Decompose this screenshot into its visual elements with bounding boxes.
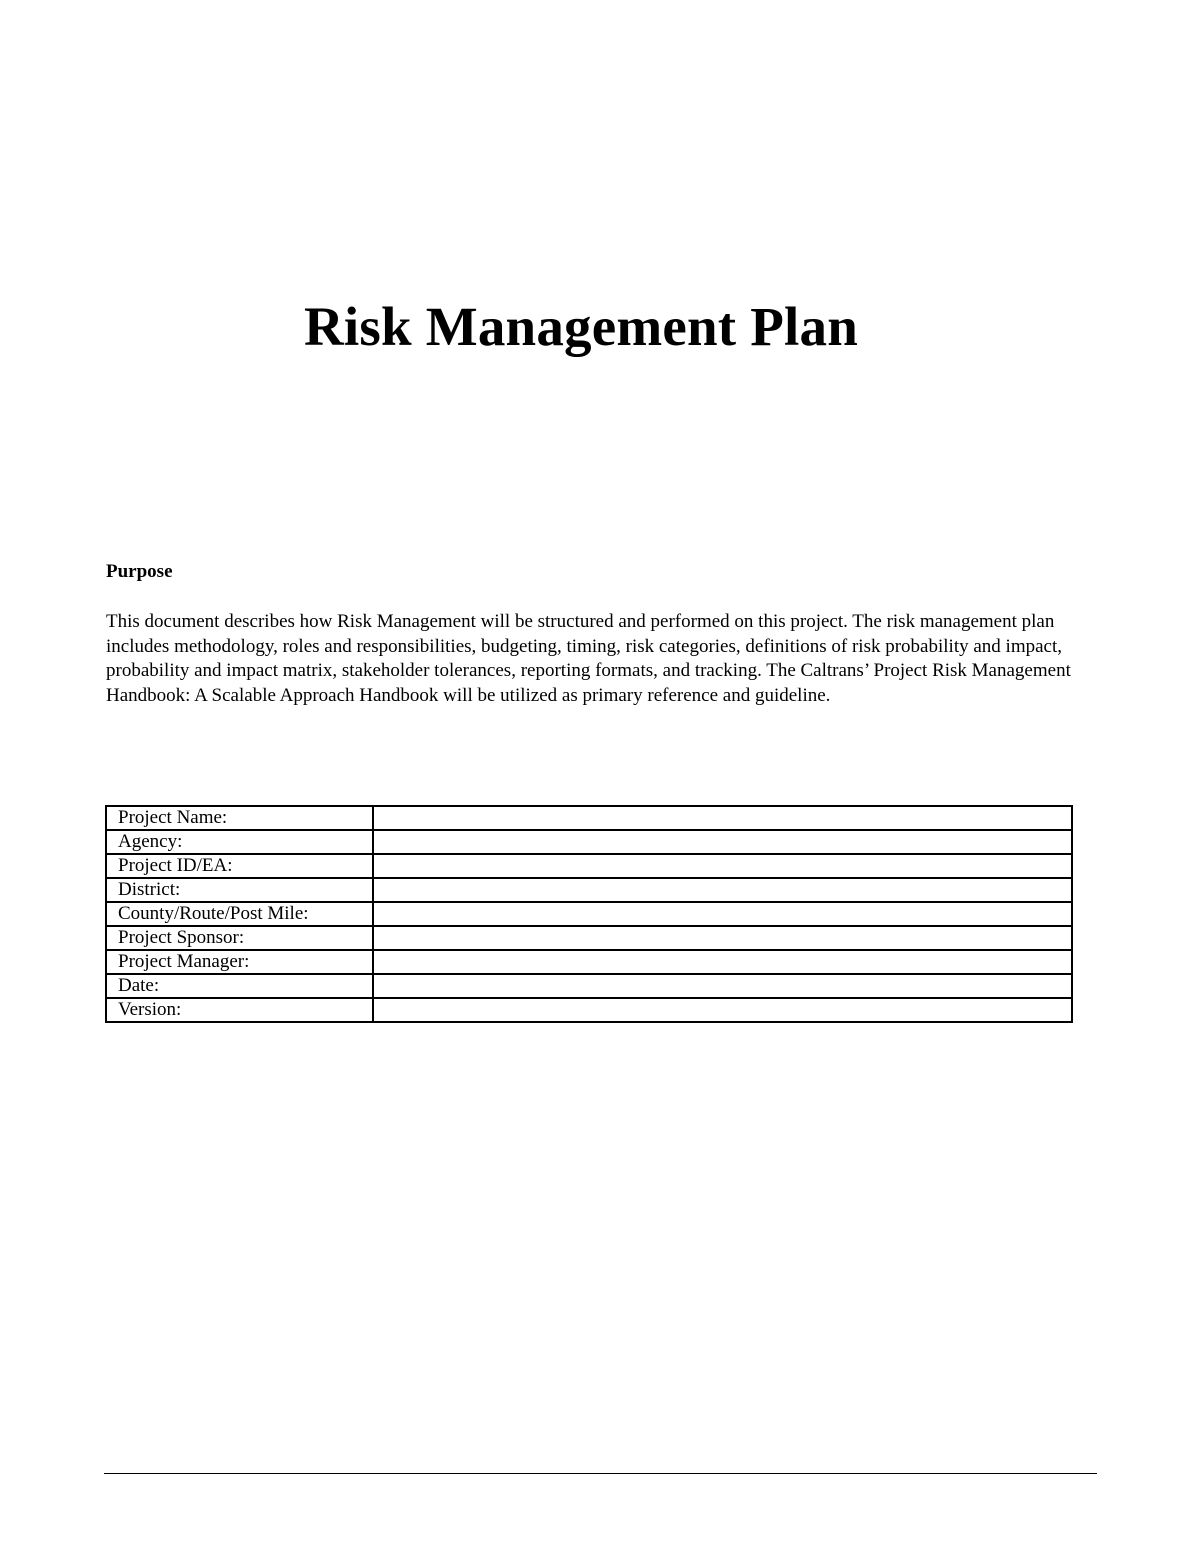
footer-divider [104, 1473, 1097, 1474]
version-value[interactable] [373, 998, 1072, 1022]
purpose-paragraph: This document describes how Risk Management will be structured and performed on this project. The risk management plan includes methodology, roles and responsibilities, budgeting, timing, risk categories, definitions of risk probability and impact, probability and impact matrix, stakeholder tolerances, reporting formats, and tracking. The Caltrans’ Project Risk Management Handbook: A Scalable Approach Handbook will be utilized as primary reference and guideline. [106, 611, 1071, 706]
table-row-version [106, 998, 1072, 1022]
document-title: Risk Management Plan [304, 296, 858, 357]
project-sponsor-value[interactable] [373, 926, 1072, 950]
district-value[interactable] [373, 878, 1072, 902]
table-row-project-id [106, 854, 1072, 878]
project-manager-label: Project Manager: [106, 950, 373, 974]
date-value[interactable] [373, 974, 1072, 998]
purpose-heading: Purpose [106, 561, 173, 582]
project-id-value[interactable] [373, 854, 1072, 878]
project-sponsor-label: Project Sponsor: [106, 926, 373, 950]
table-row-county-route-post-mile [106, 902, 1072, 926]
project-name-value[interactable] [373, 806, 1072, 830]
table-row-project-manager [106, 950, 1072, 974]
table-row-project-sponsor [106, 926, 1072, 950]
table-row-date [106, 974, 1072, 998]
table-row-project-name [106, 806, 1072, 830]
project-manager-value[interactable] [373, 950, 1072, 974]
version-label: Version: [106, 998, 373, 1022]
table-row-district [106, 878, 1072, 902]
agency-value[interactable] [373, 830, 1072, 854]
district-label: District: [106, 878, 373, 902]
project-id-label: Project ID/EA: [106, 854, 373, 878]
table-row-agency [106, 830, 1072, 854]
agency-label: Agency: [106, 830, 373, 854]
project-info-table [105, 805, 1073, 1023]
county-route-post-mile-label: County/Route/Post Mile: [106, 902, 373, 926]
date-label: Date: [106, 974, 373, 998]
county-route-post-mile-value[interactable] [373, 902, 1072, 926]
project-name-label: Project Name: [106, 806, 373, 830]
